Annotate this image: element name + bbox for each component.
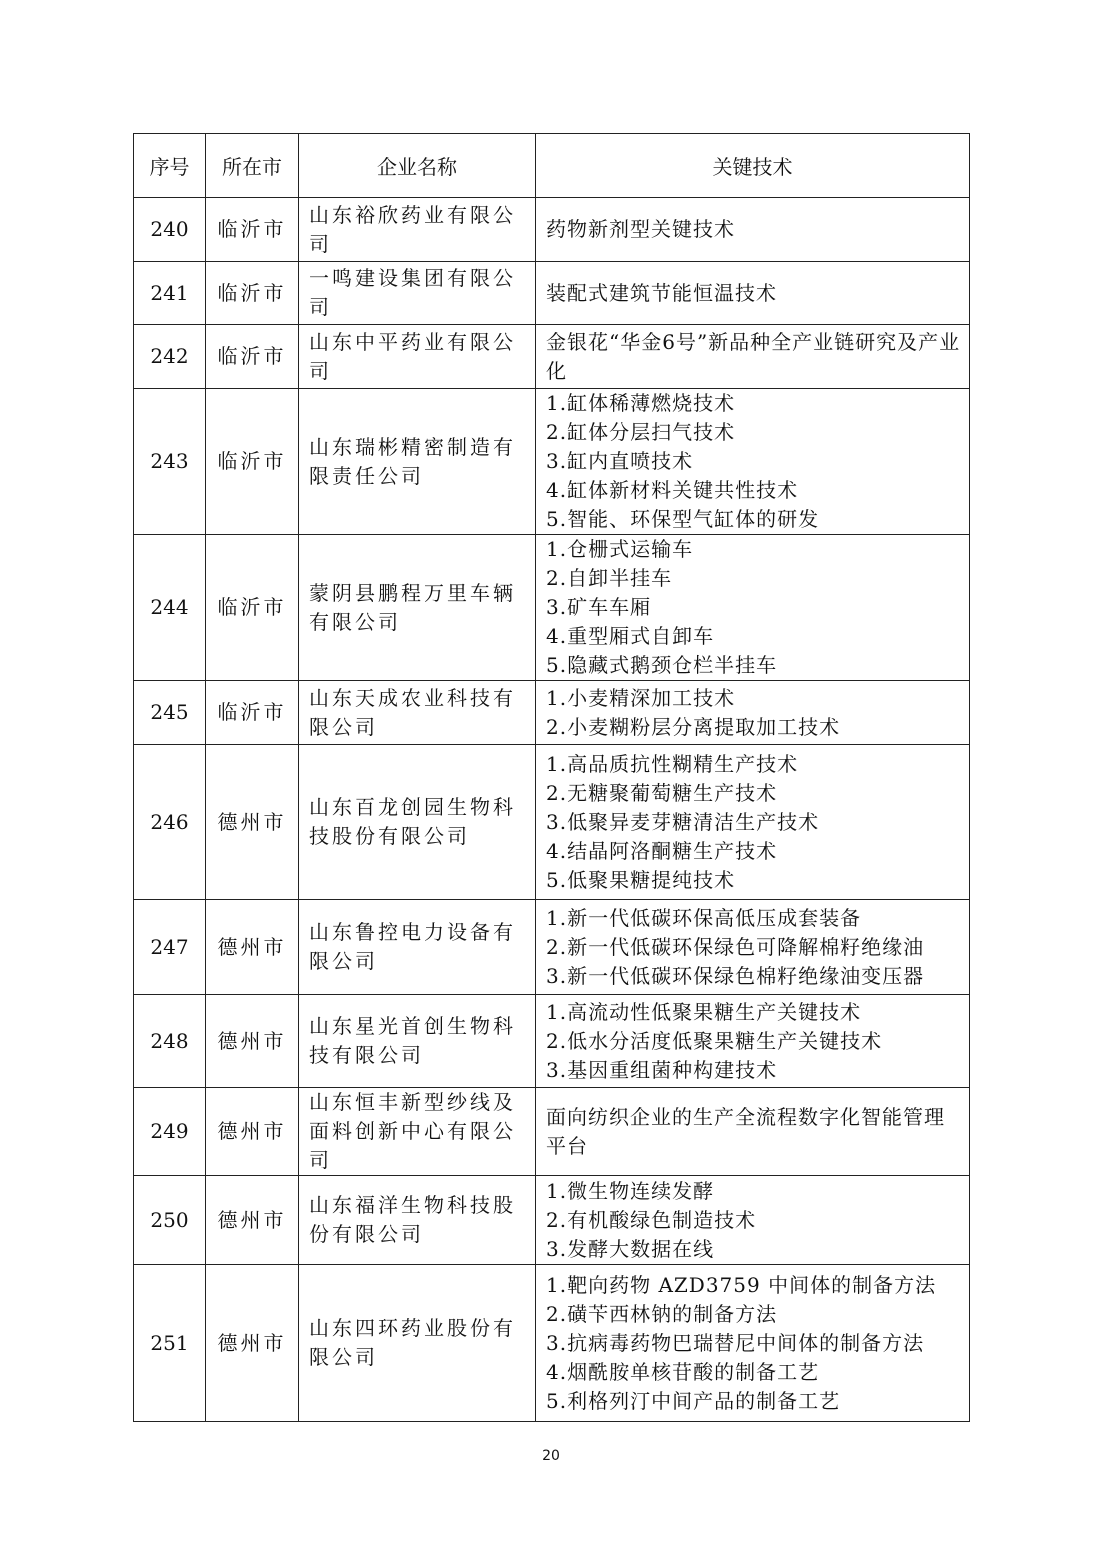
row-seq: 247 [134, 900, 206, 995]
row-company: 山东星光首创生物科技有限公司 [299, 995, 536, 1088]
tech-item: 1.新一代低碳环保高低压成套装备 [546, 905, 862, 930]
row-city: 德州市 [206, 995, 299, 1088]
row-seq: 243 [134, 389, 206, 535]
table-header-row [134, 134, 970, 198]
row-company: 山东天成农业科技有限公司 [299, 681, 536, 745]
tech-item: 2.磺苄西林钠的制备方法 [546, 1301, 778, 1326]
tech-item: 1.靶向药物 AZD3759 中间体的制备方法 [546, 1272, 937, 1297]
tech-item: 1.高品质抗性糊精生产技术 [546, 751, 799, 776]
table-row [134, 900, 970, 995]
tech-item: 2.无糖聚葡萄糖生产技术 [546, 780, 778, 805]
row-city: 德州市 [206, 900, 299, 995]
row-seq: 246 [134, 745, 206, 900]
tech-item: 1.高流动性低聚果糖生产关键技术 [546, 999, 862, 1024]
tech-item: 5.隐藏式鹅颈仓栏半挂车 [546, 653, 778, 677]
row-city: 临沂市 [206, 325, 299, 389]
tech-item: 2.缸体分层扫气技术 [546, 420, 736, 444]
tech-item: 3.基因重组菌种构建技术 [546, 1057, 778, 1082]
row-seq: 248 [134, 995, 206, 1088]
row-city: 德州市 [206, 1088, 299, 1176]
tech-item: 金银花“华金6号”新品种全产业链研究及产业化 [546, 329, 961, 383]
row-tech [536, 389, 970, 535]
header-city: 所在市 [206, 134, 299, 198]
tech-item: 4.烟酰胺单核苷酸的制备工艺 [546, 1359, 820, 1384]
table-body [134, 198, 970, 1422]
row-city: 德州市 [206, 1176, 299, 1265]
table-row [134, 389, 970, 535]
row-tech [536, 198, 970, 262]
table-row [134, 1088, 970, 1176]
tech-item: 5.低聚果糖提纯技术 [546, 867, 736, 892]
row-tech [536, 1176, 970, 1265]
tech-item: 2.新一代低碳环保绿色可降解棉籽绝缘油 [546, 934, 925, 959]
row-tech [536, 745, 970, 900]
row-tech [536, 900, 970, 995]
tech-item: 1.仓栅式运输车 [546, 537, 694, 561]
tech-item: 1.微生物连续发酵 [546, 1178, 715, 1203]
row-company: 山东恒丰新型纱线及面料创新中心有限公司 [299, 1088, 536, 1176]
row-seq: 242 [134, 325, 206, 389]
tech-item: 5.智能、环保型气缸体的研发 [546, 507, 820, 531]
row-company: 山东福洋生物科技股份有限公司 [299, 1176, 536, 1265]
tech-item: 2.自卸半挂车 [546, 566, 673, 590]
tech-item: 装配式建筑节能恒温技术 [546, 280, 777, 305]
tech-item: 面向纺织企业的生产全流程数字化智能管理平台 [546, 1104, 945, 1158]
row-company: 一鸣建设集团有限公司 [299, 262, 536, 325]
enterprise-table [133, 133, 970, 1422]
row-tech [536, 1265, 970, 1422]
row-tech [536, 681, 970, 745]
row-tech [536, 1088, 970, 1176]
table-row [134, 681, 970, 745]
tech-item: 2.小麦糊粉层分离提取加工技术 [546, 714, 841, 739]
row-tech [536, 535, 970, 681]
tech-item: 4.缸体新材料关键共性技术 [546, 478, 799, 502]
table-row [134, 325, 970, 389]
row-city: 德州市 [206, 1265, 299, 1422]
tech-item: 2.有机酸绿色制造技术 [546, 1207, 757, 1232]
row-tech [536, 325, 970, 389]
row-city: 临沂市 [206, 198, 299, 262]
row-tech [536, 995, 970, 1088]
row-company: 山东百龙创园生物科技股份有限公司 [299, 745, 536, 900]
row-seq: 251 [134, 1265, 206, 1422]
tech-item: 4.结晶阿洛酮糖生产技术 [546, 838, 778, 863]
tech-item: 1.缸体稀薄燃烧技术 [546, 391, 736, 415]
tech-item: 3.抗病毒药物巴瑞替尼中间体的制备方法 [546, 1330, 925, 1355]
table-row [134, 995, 970, 1088]
row-seq: 245 [134, 681, 206, 745]
header-company: 企业名称 [299, 134, 536, 198]
row-seq: 241 [134, 262, 206, 325]
tech-item: 3.矿车车厢 [546, 595, 652, 619]
tech-item: 3.缸内直喷技术 [546, 449, 694, 473]
table-row [134, 535, 970, 681]
page-number: 20 [542, 1448, 560, 1464]
row-company: 山东中平药业有限公司 [299, 325, 536, 389]
header-seq: 序号 [134, 134, 206, 198]
row-city: 临沂市 [206, 262, 299, 325]
table-row [134, 1265, 970, 1422]
table-row [134, 198, 970, 262]
row-seq: 250 [134, 1176, 206, 1265]
tech-item: 1.小麦精深加工技术 [546, 685, 736, 710]
tech-item: 3.新一代低碳环保绿色棉籽绝缘油变压器 [546, 963, 925, 988]
row-seq: 244 [134, 535, 206, 681]
row-company: 山东鲁控电力设备有限公司 [299, 900, 536, 995]
row-tech [536, 262, 970, 325]
table-row [134, 745, 970, 900]
row-company: 蒙阴县鹏程万里车辆有限公司 [299, 535, 536, 681]
tech-item: 3.发酵大数据在线 [546, 1236, 715, 1261]
tech-item: 药物新剂型关键技术 [546, 217, 735, 241]
row-company: 山东四环药业股份有限公司 [299, 1265, 536, 1422]
tech-item: 4.重型厢式自卸车 [546, 624, 715, 648]
tech-item: 2.低水分活度低聚果糖生产关键技术 [546, 1028, 883, 1053]
table-row [134, 262, 970, 325]
row-company: 山东裕欣药业有限公司 [299, 198, 536, 262]
header-tech: 关键技术 [536, 134, 970, 198]
row-seq: 249 [134, 1088, 206, 1176]
row-city: 德州市 [206, 745, 299, 900]
row-city: 临沂市 [206, 535, 299, 681]
row-seq: 240 [134, 198, 206, 262]
tech-item: 3.低聚异麦芽糖清洁生产技术 [546, 809, 820, 834]
tech-item: 5.利格列汀中间产品的制备工艺 [546, 1388, 841, 1413]
row-company: 山东瑞彬精密制造有限责任公司 [299, 389, 536, 535]
row-city: 临沂市 [206, 681, 299, 745]
row-city: 临沂市 [206, 389, 299, 535]
table-row [134, 1176, 970, 1265]
